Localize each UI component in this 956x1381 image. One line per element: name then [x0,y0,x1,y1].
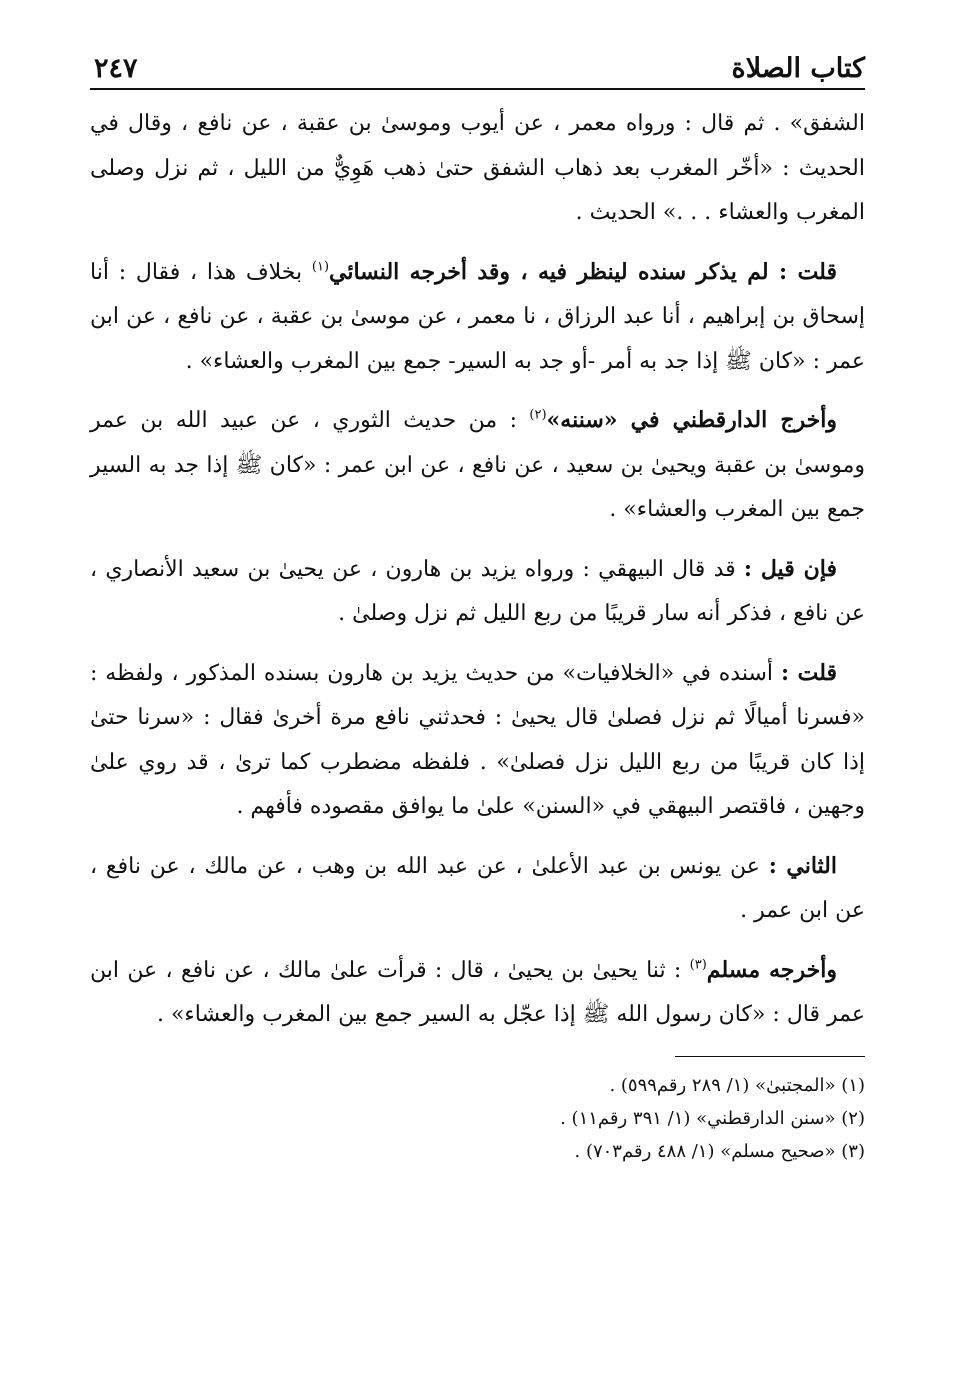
paragraph-text: قد قال البيهقي : ورواه يزيد بن هارون ، عن يحيىٰ بن سعيد الأنصاري ، عن نافع ، فذكر أنه سار قريبًا من ربع الليل ثم نزل وصلىٰ . [90,556,865,626]
paragraph-lead: فإن قيل : [743,555,837,582]
page-number: ٢٤٧ [94,53,138,84]
paragraph-text: : ثنا يحيىٰ بن يحيىٰ ، قال : قرأت علىٰ مالك ، عن نافع ، عن ابن عمر قال : «كان رسول الله ﷺ إذا عجّل به السير جمع بين المغرب والعشاء» . [90,957,865,1027]
paragraph-text: بخلاف هذا ، فقال : أنا إسحاق بن إبراهيم ، أنا عبد الرزاق ، نا معمر ، عن موسىٰ بن عقبة ، عن نافع ، عن ابن عمر : «كان ﷺ إذا جد به أمر -أو جد به السير- جمع بين المغرب والعشاء» . [90,259,865,374]
paragraph-text: الشفق» . ثم قال : ورواه معمر ، عن أيوب وموسىٰ بن عقبة ، عن نافع ، وقال في الحديث : «أخّر المغرب بعد ذهاب الشفق حتىٰ ذهب هَوِيٌّ من الليل ، ثم نزل وصلى المغرب والعشاء . . .» الحديث . [90,111,865,225]
paragraph-lead: وأخرج الدارقطني في «سننه» [546,407,837,433]
paragraph-lead: قلت : [780,659,838,686]
footnote-ref: (٣) [689,957,707,973]
footnote-ref: (١) [311,259,330,275]
paragraph [90,547,865,637]
footnotes [90,1069,865,1168]
paragraph [90,844,865,934]
book-page [90,40,865,1340]
running-title: كتاب الصلاة [731,53,865,84]
page-header [90,40,865,90]
paragraph-lead: قلت : لم يذكر سنده لينظر فيه ، وقد أخرجه النسائي [329,258,837,285]
paragraph-text: أسنده في «الخلافيات» من حديث يزيد بن هارون بسنده المذكور ، ولفظه : «فسرنا أميالًا ثم نزل فصلىٰ قال يحيىٰ : فحدثني نافع مرة أخرىٰ فقال : «سرنا حتىٰ إذا كان قريبًا من ربع الليل نزل فصلىٰ» . فلفظه مضطرب كما ترىٰ ، قد روي علىٰ وجهين ، فاقتصر البيهقي في «السنن» علىٰ ما يوافق مقصوده فأفهم . [90,660,865,819]
paragraph-lead: وأخرجه مسلم [706,956,837,983]
main-text [90,102,865,1038]
paragraph-lead: الثاني : [768,852,837,879]
footnote-divider [675,1056,865,1057]
paragraph [90,398,865,533]
paragraph-text: عن يونس بن عبد الأعلىٰ ، عن عبد الله بن وهب ، عن مالك ، عن نافع ، عن ابن عمر . [90,853,865,923]
paragraph [90,651,865,830]
paragraph [90,250,865,385]
paragraph [90,948,865,1038]
footnote: (٢) «سنن الدارقطني» (١/ ٣٩١ رقم١١) . [560,1107,865,1129]
footnote-ref: (٢) [529,407,547,423]
footnote: (٣) «صحيح مسلم» (١/ ٤٨٨ رقم٧٠٣) . [574,1140,865,1162]
footnote: (١) «المجتبىٰ» (١/ ٢٨٩ رقم٥٩٩) . [609,1074,865,1096]
paragraph [90,102,865,236]
paragraph-text: : من حديث الثوري ، عن عبيد الله بن عمر وموسىٰ بن عقبة ويحيىٰ بن سعيد ، عن نافع ، عن ابن عمر : «كان ﷺ إذا جد به السير جمع بين المغرب والعشاء» . [90,408,865,522]
